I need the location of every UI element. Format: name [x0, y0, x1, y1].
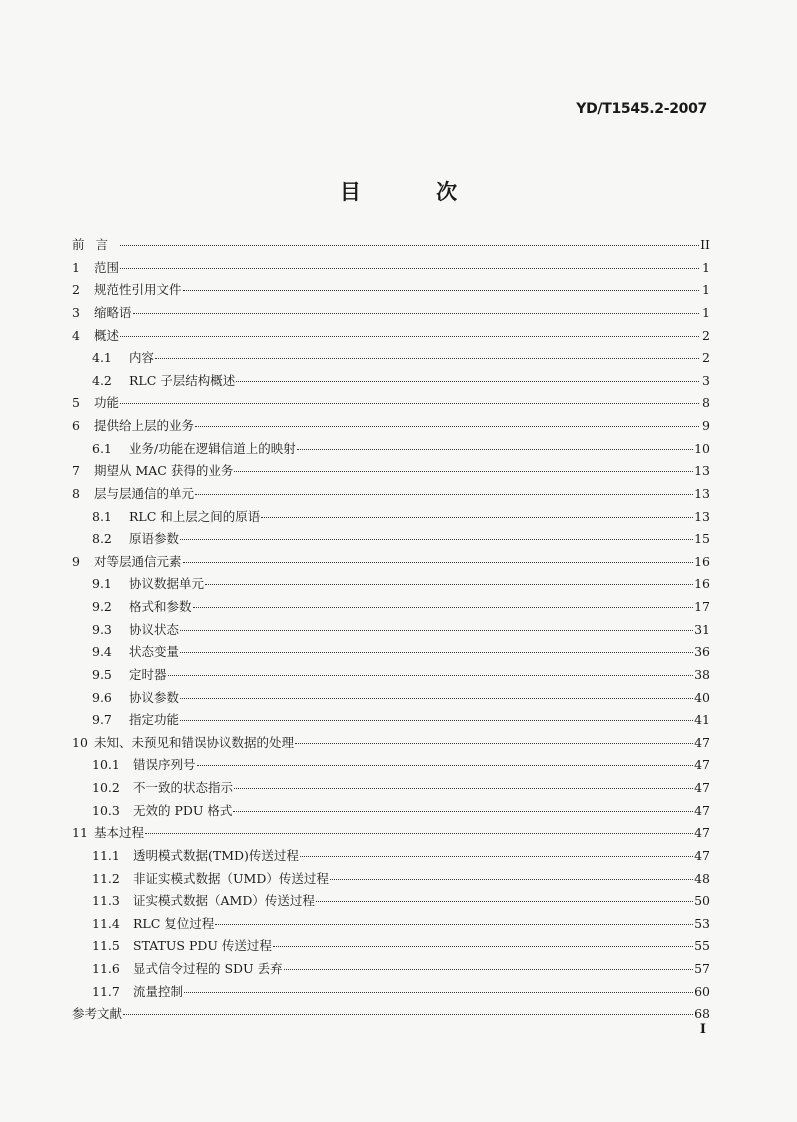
- table-of-contents: [72, 234, 710, 1026]
- toc-entry-number: 10.1: [92, 757, 120, 773]
- toc-entry[interactable]: [72, 392, 710, 415]
- toc-entry-title: 指定功能: [129, 712, 180, 728]
- toc-entry-title: 层与层通信的单元: [94, 485, 195, 501]
- toc-entry-title: RLC 复位过程: [133, 915, 215, 931]
- toc-entry-title: 无效的 PDU 格式: [133, 802, 233, 818]
- toc-entry-title: 内容: [129, 350, 155, 366]
- toc-entry-number: 9.3: [92, 621, 112, 637]
- toc-entry-page: 1: [702, 282, 710, 298]
- toc-entry-page: 47: [694, 825, 710, 841]
- toc-entry-page: 13: [694, 508, 710, 524]
- toc-entry-page: 68: [694, 1006, 710, 1022]
- toc-entry-page: 47: [694, 802, 710, 818]
- toc-entry-number: 5: [72, 395, 80, 411]
- toc-entry-page: 15: [694, 531, 710, 547]
- toc-entry-title: RLC 子层结构概述: [129, 372, 236, 388]
- toc-entry[interactable]: [72, 800, 710, 823]
- toc-entry-number: 11.4: [92, 915, 120, 931]
- dot-leader: [297, 449, 693, 450]
- toc-entry-title: STATUS PDU 传送过程: [133, 938, 272, 954]
- toc-entry-title: 未知、未预见和错误协议数据的处理: [94, 734, 295, 750]
- toc-entry-page: 3: [702, 372, 710, 388]
- toc-entry-number: 9.1: [92, 576, 112, 592]
- dot-leader: [184, 992, 693, 993]
- toc-entry-page: 16: [694, 576, 710, 592]
- toc-entry[interactable]: [72, 551, 710, 574]
- dot-leader: [261, 517, 693, 518]
- toc-entry[interactable]: [72, 754, 710, 777]
- toc-entry-title: 原语参数: [129, 531, 180, 547]
- toc-entry[interactable]: [72, 935, 710, 958]
- toc-entry-page: 47: [694, 780, 710, 795]
- dot-leader: [120, 268, 699, 269]
- standard-code: YD/T1545.2-2007: [576, 101, 707, 117]
- toc-entry-title: 对等层通信元素: [94, 553, 182, 569]
- toc-entry-page: 9: [702, 418, 710, 433]
- toc-entry[interactable]: [72, 279, 710, 302]
- toc-entry[interactable]: [72, 732, 710, 755]
- toc-entry-title: 协议状态: [129, 621, 180, 637]
- toc-entry-number: 9.6: [92, 689, 112, 705]
- toc-entry[interactable]: [72, 347, 710, 370]
- toc-entry[interactable]: [72, 687, 710, 710]
- toc-entry-number: 9.5: [92, 666, 112, 682]
- toc-entry-page: 2: [702, 327, 710, 343]
- toc-entry-title: 显式信令过程的 SDU 丢弃: [133, 961, 283, 976]
- toc-entry-title: 规范性引用文件: [94, 282, 182, 298]
- dot-leader: [234, 788, 693, 789]
- toc-entry[interactable]: [72, 890, 710, 913]
- dot-leader: [180, 539, 693, 540]
- toc-entry[interactable]: [72, 822, 710, 845]
- toc-entry[interactable]: [72, 234, 710, 257]
- toc-entry-number: 4: [72, 327, 80, 343]
- dot-leader: [168, 675, 694, 676]
- toc-entry[interactable]: [72, 506, 710, 529]
- dot-leader: [300, 856, 693, 857]
- toc-entry-page: 2: [702, 350, 710, 366]
- toc-entry-title: 错误序列号: [133, 757, 196, 773]
- dot-leader: [197, 765, 694, 766]
- dot-leader: [195, 426, 699, 427]
- toc-entry-number: 11: [72, 825, 88, 841]
- toc-entry[interactable]: [72, 913, 710, 936]
- toc-entry[interactable]: [72, 981, 710, 1004]
- dot-leader: [120, 336, 699, 337]
- toc-entry-page: 57: [694, 961, 710, 976]
- toc-entry-number: 10.3: [92, 802, 120, 818]
- toc-entry[interactable]: [72, 415, 710, 438]
- toc-entry-page: 50: [694, 893, 710, 909]
- toc-entry-title: 透明模式数据(TMD)传送过程: [133, 847, 299, 863]
- toc-entry-page: 17: [694, 599, 710, 614]
- toc-entry[interactable]: [72, 664, 710, 687]
- dot-leader: [120, 403, 699, 404]
- toc-entry-page: 13: [694, 463, 710, 479]
- toc-entry-number: 9: [72, 553, 80, 569]
- toc-heading: 目 次: [339, 180, 492, 204]
- toc-entry[interactable]: [72, 438, 710, 461]
- toc-entry-title: 协议数据单元: [129, 576, 205, 592]
- toc-entry-page: 41: [694, 712, 710, 728]
- toc-entry-page: 48: [694, 870, 710, 886]
- toc-entry-number: 3: [72, 304, 80, 320]
- toc-entry-page: 38: [694, 666, 710, 682]
- dot-leader: [195, 494, 693, 495]
- toc-entry-title: 业务/功能在逻辑信道上的映射: [129, 440, 296, 456]
- toc-entry-title: 缩略语: [94, 304, 132, 320]
- toc-entry-number: 4.1: [92, 350, 112, 366]
- toc-entry-number: 10: [72, 734, 88, 750]
- toc-entry-title: 格式和参数: [129, 599, 192, 614]
- toc-entry[interactable]: [72, 325, 710, 348]
- toc-entry[interactable]: [72, 573, 710, 596]
- toc-entry[interactable]: [72, 958, 710, 981]
- toc-entry-title: 概述: [94, 327, 120, 343]
- toc-entry-title: 期望从 MAC 获得的业务: [94, 463, 234, 479]
- dot-leader: [183, 290, 699, 291]
- dot-leader: [273, 946, 693, 947]
- dot-leader: [180, 720, 693, 721]
- toc-entry-page: 47: [694, 734, 710, 750]
- dot-leader: [316, 901, 693, 902]
- toc-entry-page: 1: [702, 259, 710, 275]
- toc-entry[interactable]: [72, 641, 710, 664]
- dot-leader: [234, 471, 693, 472]
- toc-entry-number: 8: [72, 485, 80, 501]
- dot-leader: [180, 652, 693, 653]
- page-number: I: [699, 1022, 706, 1037]
- toc-entry[interactable]: [72, 528, 710, 551]
- toc-entry-page: 47: [694, 847, 710, 863]
- toc-entry-number: 11.6: [92, 961, 120, 976]
- dot-leader: [284, 969, 694, 970]
- dot-leader: [295, 743, 693, 744]
- toc-entry-page: 1: [702, 304, 710, 320]
- dot-leader: [236, 381, 699, 382]
- toc-entry-title: 协议参数: [129, 689, 180, 705]
- toc-entry-page: 60: [694, 983, 710, 999]
- dot-leader: [215, 924, 693, 925]
- dot-leader: [123, 1014, 693, 1015]
- toc-entry-page: II: [700, 237, 710, 252]
- toc-entry-number: 6.1: [92, 440, 112, 456]
- toc-entry-page: 31: [694, 621, 710, 637]
- toc-entry-number: 11.7: [92, 983, 120, 999]
- toc-entry-title: 前言: [72, 237, 120, 252]
- toc-entry[interactable]: [72, 619, 710, 642]
- toc-entry-title: RLC 和上层之间的原语: [129, 508, 261, 524]
- toc-entry-page: 55: [694, 938, 710, 954]
- dot-leader: [180, 630, 693, 631]
- toc-entry-number: 6: [72, 418, 80, 433]
- toc-entry-page: 13: [694, 485, 710, 501]
- dot-leader: [133, 313, 699, 314]
- toc-entry-page: 10: [694, 440, 710, 456]
- toc-entry-title: 不一致的状态指示: [133, 780, 234, 795]
- dot-leader: [183, 562, 694, 563]
- toc-entry-number: 7: [72, 463, 80, 479]
- toc-entry[interactable]: [72, 302, 710, 325]
- toc-entry-number: 8.2: [92, 531, 112, 547]
- toc-entry[interactable]: [72, 596, 710, 619]
- toc-entry-number: 11.3: [92, 893, 120, 909]
- toc-entry-number: 8.1: [92, 508, 112, 524]
- toc-entry-page: 16: [694, 553, 710, 569]
- toc-entry[interactable]: [72, 370, 710, 393]
- toc-entry-number: 9.4: [92, 644, 112, 660]
- toc-entry[interactable]: [72, 460, 710, 483]
- dot-leader: [155, 358, 699, 359]
- toc-entry-title: 范围: [94, 259, 120, 275]
- toc-entry-title: 证实模式数据（AMD）传送过程: [133, 893, 315, 909]
- toc-entry-page: 53: [694, 915, 710, 931]
- toc-entry[interactable]: [72, 777, 710, 800]
- toc-entry-number: 2: [72, 282, 80, 298]
- dot-leader: [120, 245, 699, 246]
- toc-entry-title: 基本过程: [94, 825, 145, 841]
- toc-entry[interactable]: [72, 845, 710, 868]
- toc-entry-number: 11.1: [92, 847, 120, 863]
- toc-entry-number: 11.2: [92, 870, 120, 886]
- toc-entry[interactable]: [72, 868, 710, 891]
- toc-entry[interactable]: [72, 1003, 710, 1026]
- toc-entry-title: 非证实模式数据（UMD）传送过程: [133, 870, 329, 886]
- dot-leader: [205, 584, 693, 585]
- toc-entry-number: 10.2: [92, 780, 120, 795]
- toc-entry-number: 11.5: [92, 938, 120, 954]
- toc-entry-number: 9.2: [92, 599, 112, 614]
- dot-leader: [193, 607, 694, 608]
- dot-leader: [233, 811, 693, 812]
- toc-entry-title: 提供给上层的业务: [94, 418, 195, 433]
- dot-leader: [145, 833, 693, 834]
- toc-entry-title: 功能: [94, 395, 120, 411]
- toc-entry-title: 流量控制: [133, 983, 184, 999]
- toc-entry-number: 1: [72, 259, 80, 275]
- dot-leader: [330, 879, 693, 880]
- toc-entry-number: 9.7: [92, 712, 112, 728]
- toc-entry[interactable]: [72, 257, 710, 280]
- dot-leader: [180, 698, 693, 699]
- toc-entry-title: 参考文献: [72, 1006, 123, 1022]
- toc-entry-title: 状态变量: [129, 644, 180, 660]
- toc-entry-title: 定时器: [129, 666, 167, 682]
- toc-entry-page: 40: [694, 689, 710, 705]
- toc-entry-page: 8: [702, 395, 710, 411]
- toc-entry[interactable]: [72, 709, 710, 732]
- toc-entry[interactable]: [72, 483, 710, 506]
- toc-entry-page: 36: [694, 644, 710, 660]
- toc-entry-page: 47: [694, 757, 710, 773]
- toc-entry-number: 4.2: [92, 372, 112, 388]
